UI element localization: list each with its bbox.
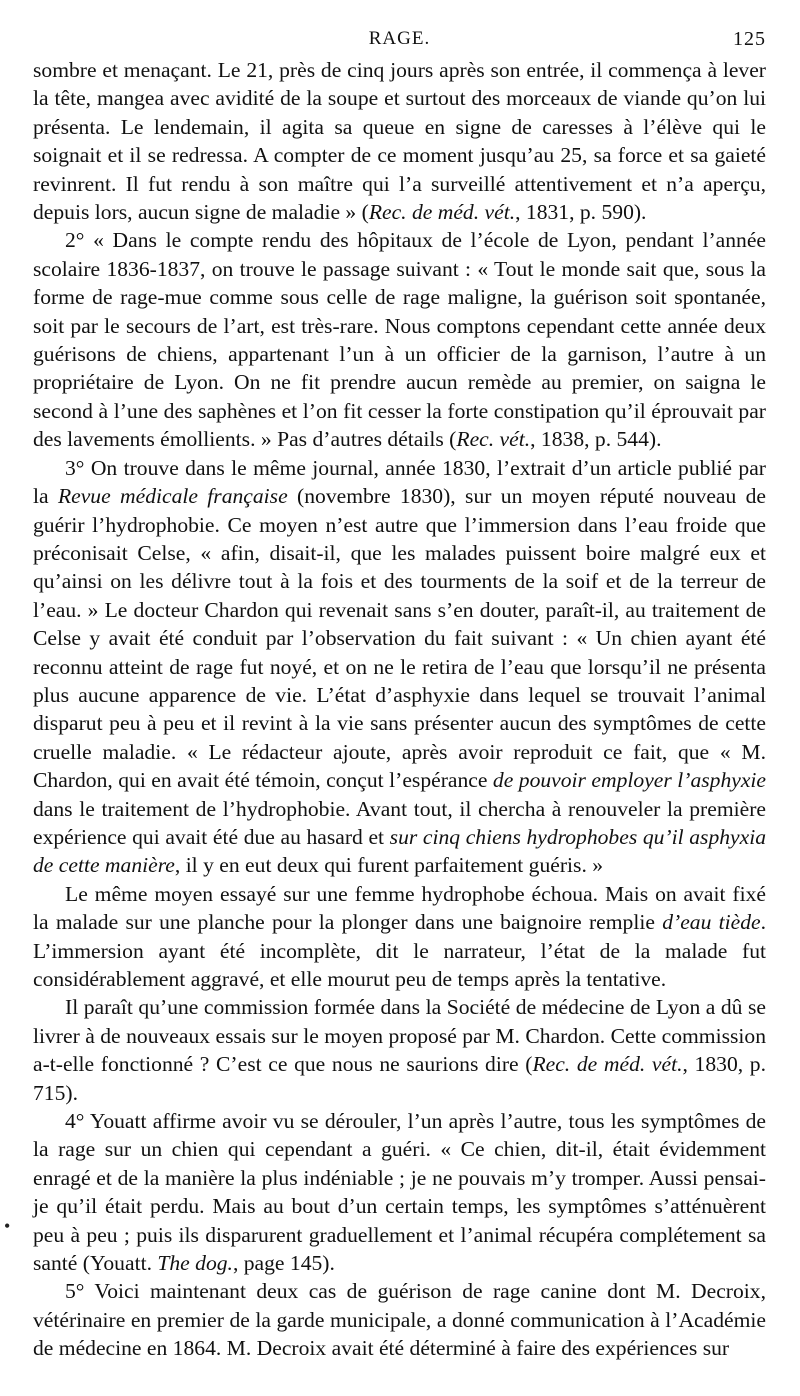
text-run: 4° Youatt affirme avoir vu se dérouler, l’un après l’autre, tous les symptômes de la rage sur un chien qui cependant a guéri. « Ce chien, dit-il, était évidemment enragé et de la manière la plus indéniable ; je ne pouvais m’y tromper. Aussi pensai-je qu’il était perdu. Mais au bout d’un certain temps, les symptômes s’atténuèrent peu à peu ; puis ils disparurent graduellement et l’animal récupéra complétement sa santé (Youatt. xyxy=(33,1109,766,1276)
text-run: , il y en eut deux qui furent parfaitement guéris. » xyxy=(174,853,604,878)
paragraph xyxy=(33,1107,766,1277)
italic-text: Rec. vét. xyxy=(456,427,531,452)
text-run: , 1831, p. 590). xyxy=(515,200,647,225)
text-run: (novembre 1830), sur un moyen réputé nouveau de guérir l’hydrophobie. Ce moyen n’est autre que l’immersion dans l’eau froide que préconisait Celse, « afin, disait-il, que les malades puissent boire malgré eux et qu’ainsi on les délivre tout à la fois et des tourments de la soif et de la terreur de l’eau. » Le docteur Chardon qui revenait sans s’en douter, paraît-il, au traitement de Celse y avait été conduit par l’observation du fait suivant : « Un chien ayant été reconnu atteint de rage fut noyé, et on ne le retira de l’eau que lorsqu’il ne présenta plus aucune apparence de vie. L’état d’asphyxie dans lequel se trouvait l’animal disparut peu à peu et il revint à la vie sans présenter aucun des symptômes de cette cruelle maladie. « Le rédacteur ajoute, après avoir reproduit ce fait, que « M. Chardon, qui en avait été témoin, conçut l’espérance xyxy=(33,484,767,793)
running-header xyxy=(33,28,766,56)
italic-text: de pouvoir employer l’asphyxie xyxy=(492,768,766,793)
text-run: , 1838, p. 544). xyxy=(530,427,662,452)
italic-text: Rec. de méd. vét. xyxy=(532,1052,683,1077)
text-run: Il paraît qu’une commission formée dans la Société de médecine de Lyon a dû se livrer à de nouveaux essais sur le moyen proposé par M. Chardon. Cette commission a-t-elle fonctionné ? C’est ce que nous ne saurions dire ( xyxy=(33,995,766,1077)
margin-mark: • xyxy=(4,1216,11,1236)
paragraph xyxy=(33,1277,766,1362)
text-run: sombre et menaçant. Le 21, près de cinq jours après son entrée, il commença à lever la tête, mangea avec avidité de la soupe et surtout des morceaux de viande qu’on lui présenta. Le lendemain, il agita sa queue en signe de caresses à l’élève qui le soignait et il se redressa. A compter de ce moment jusqu’au 25, sa force et sa gaieté revinrent. Il fut rendu à son maître qui l’a surveillé attentivement et n’a aperçu, depuis lors, aucun signe de maladie » ( xyxy=(33,58,766,225)
text-run: , page 145). xyxy=(232,1251,335,1276)
text-run: dans le traitement de l’hydrophobie. Avant tout, il chercha à renouveler la première expérience qui avait été due au hasard et xyxy=(33,796,766,849)
italic-text: Rec. de méd. vét. xyxy=(368,200,516,225)
text-run: . L’immersion ayant été incomplète, dit le narrateur, l’état de la malade fut considérablement aggravé, et elle mourut peu de temps après la tentative. xyxy=(33,910,767,991)
text-run: 2° « Dans le compte rendu des hôpitaux de l’école de Lyon, pendant l’année scolaire 1836-1837, on trouve le passage suivant : « Tout le monde sait que, sous la forme de rage-mue comme sous celle de rage maligne, la guérison soit spontanée, soit par le secours de l’art, est très-rare. Nous comptons cependant cette année deux guérisons de chiens, appartenant l’un à un officier de la garnison, l’autre à un propriétaire de Lyon. On ne fit prendre aucun remède au premier, on saigna le second à l’une des saphènes et l’on fit cesser la forte constipation qu’il éprouvait par des lavements émollients. » Pas d’autres détails ( xyxy=(33,228,766,452)
paragraph xyxy=(33,56,766,226)
text-run: Le même moyen essayé sur une femme hydrophobe échoua. Mais on avait fixé la malade sur une planche pour la plonger dans une baignoire remplie xyxy=(33,881,766,935)
text-run: 5° Voici maintenant deux cas de guérison de rage canine dont M. Decroix, vétérinaire en premier de la garde municipale, a donné communication à l’Académie de médecine en 1864. M. Decroix avait été déterminé à faire des expériences sur xyxy=(33,1279,766,1361)
italic-text: The dog. xyxy=(157,1251,233,1276)
paragraph xyxy=(33,454,766,880)
text-run: , 1830, p. 715). xyxy=(33,1052,766,1105)
text-run: 3° On trouve dans le même journal, année 1830, l’extrait d’un article publié par la xyxy=(33,455,766,509)
paragraph xyxy=(33,880,766,994)
paragraph xyxy=(33,993,766,1107)
page-number: 125 xyxy=(733,28,766,50)
italic-text: sur cinq chiens hydrophobes qu’il asphyxia de cette manière xyxy=(33,824,766,878)
paragraph xyxy=(33,226,766,453)
italic-text: Revue médicale française xyxy=(57,484,288,509)
italic-text: d’eau tiède xyxy=(662,910,761,935)
body-text xyxy=(33,56,766,1363)
running-title: RAGE. xyxy=(368,28,431,49)
